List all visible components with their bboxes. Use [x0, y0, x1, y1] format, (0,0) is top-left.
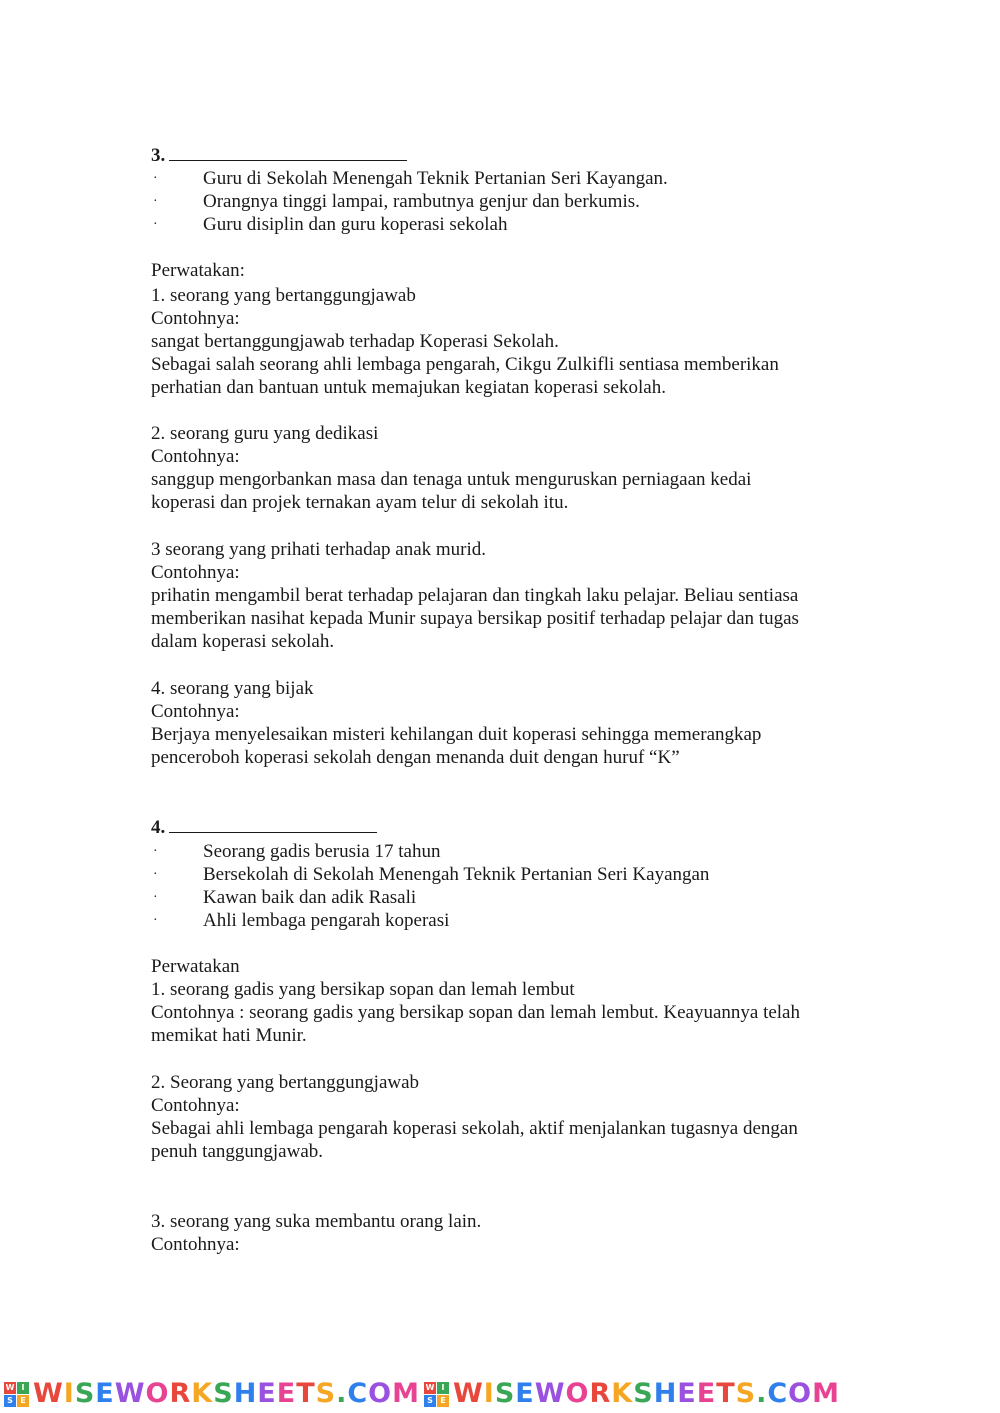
- section3-trait4-line2: penceroboh koperasi sekolah dengan menanda duit dengan huruf “K”: [151, 747, 680, 768]
- footer-watermark: [0, 1376, 1000, 1412]
- section4-trait2-contoh: Contohnya:: [151, 1095, 240, 1116]
- section3-trait3-contoh: Contohnya:: [151, 562, 240, 583]
- section4-trait2-line2: penuh tanggungjawab.: [151, 1141, 324, 1162]
- section3-trait1-title: 1. seorang yang bertanggungjawab: [151, 285, 416, 306]
- section4-trait1-title: 1. seorang gadis yang bersikap sopan dan lemah lembut: [151, 979, 575, 1000]
- section3-number: 3.: [151, 145, 166, 166]
- section4-bullet-4: Ahli lembaga pengarah koperasi: [203, 910, 450, 931]
- section4-heading: [151, 816, 377, 839]
- section4-bullet-dot-4: ·: [153, 913, 158, 928]
- section4-trait2-title: 2. Seorang yang bertanggungjawab: [151, 1072, 420, 1093]
- section4-perwatakan-label: Perwatakan: [151, 956, 240, 977]
- section3-bullet-dot-2: ·: [153, 194, 158, 209]
- section4-bullet-2: Bersekolah di Sekolah Menengah Teknik Pertanian Seri Kayangan: [203, 864, 710, 885]
- brand-logo-icon: W I S E: [4, 1382, 29, 1407]
- brand-text: WISEWORKSHEETS.COM: [33, 1378, 420, 1409]
- section3-trait4-title: 4. seorang yang bijak: [151, 678, 314, 699]
- section4-bullet-dot-1: ·: [153, 844, 158, 859]
- section4-bullet-3: Kawan baik dan adik Rasali: [203, 887, 417, 908]
- section4-bullet-dot-2: ·: [153, 867, 158, 882]
- section3-bullet-2: Orangnya tinggi lampai, rambutnya genjur dan berkumis.: [203, 191, 640, 212]
- section4-bullet-dot-3: ·: [153, 890, 158, 905]
- section3-trait1-line2: Sebagai salah seorang ahli lembaga pengarah, Cikgu Zulkifli sentiasa memberikan: [151, 354, 779, 375]
- section3-bullet-dot-1: ·: [153, 171, 158, 186]
- section3-bullet-3: Guru disiplin dan guru koperasi sekolah: [203, 214, 508, 235]
- section3-heading: [151, 144, 407, 167]
- section3-trait3-line3: dalam koperasi sekolah.: [151, 631, 335, 652]
- section3-trait1-line1: sangat bertanggungjawab terhadap Koperasi Sekolah.: [151, 331, 559, 352]
- section3-trait3-line2: memberikan nasihat kepada Munir supaya bersikap positif terhadap pelajar dan tugas: [151, 608, 799, 629]
- section3-trait4-line1: Berjaya menyelesaikan misteri kehilangan duit koperasi sehingga memerangkap: [151, 724, 762, 745]
- section4-trait1-line1: Contohnya : seorang gadis yang bersikap sopan dan lemah lembut. Keayuannya telah: [151, 1002, 800, 1023]
- section3-perwatakan-label: Perwatakan:: [151, 260, 245, 281]
- section4-trait3-contoh: Contohnya:: [151, 1234, 240, 1255]
- section4-trait2-line1: Sebagai ahli lembaga pengarah koperasi sekolah, aktif menjalankan tugasnya dengan: [151, 1118, 798, 1139]
- brand-block-2: [424, 1379, 840, 1409]
- section3-trait3-line1: prihatin mengambil berat terhadap pelajaran dan tingkah laku pelajar. Beliau sentiasa: [151, 585, 799, 606]
- section3-trait4-contoh: Contohnya:: [151, 701, 240, 722]
- section4-bullet-1: Seorang gadis berusia 17 tahun: [203, 841, 441, 862]
- section3-trait2-title: 2. seorang guru yang dedikasi: [151, 423, 379, 444]
- section3-trait2-contoh: Contohnya:: [151, 446, 240, 467]
- section3-trait1-line3: perhatian dan bantuan untuk memajukan kegiatan koperasi sekolah.: [151, 377, 666, 398]
- section3-trait2-line2: koperasi dan projek ternakan ayam telur di sekolah itu.: [151, 492, 569, 513]
- brand-block-1: [4, 1379, 420, 1409]
- section3-trait2-line1: sanggup mengorbankan masa dan tenaga untuk menguruskan perniagaan kedai: [151, 469, 752, 490]
- section3-bullet-dot-3: ·: [153, 217, 158, 232]
- section3-bullet-1: Guru di Sekolah Menengah Teknik Pertanian Seri Kayangan.: [203, 168, 668, 189]
- brand-text: WISEWORKSHEETS.COM: [453, 1378, 840, 1409]
- section4-trait3-title: 3. seorang yang suka membantu orang lain.: [151, 1211, 482, 1232]
- section3-trait3-title: 3 seorang yang prihati terhadap anak murid.: [151, 539, 487, 560]
- section3-trait1-contoh: Contohnya:: [151, 308, 240, 329]
- section4-answer-blank[interactable]: [169, 816, 377, 833]
- section3-answer-blank[interactable]: [169, 144, 407, 161]
- section4-number: 4.: [151, 817, 166, 838]
- section4-trait1-line2: memikat hati Munir.: [151, 1025, 307, 1046]
- brand-logo-icon: W I S E: [424, 1382, 449, 1407]
